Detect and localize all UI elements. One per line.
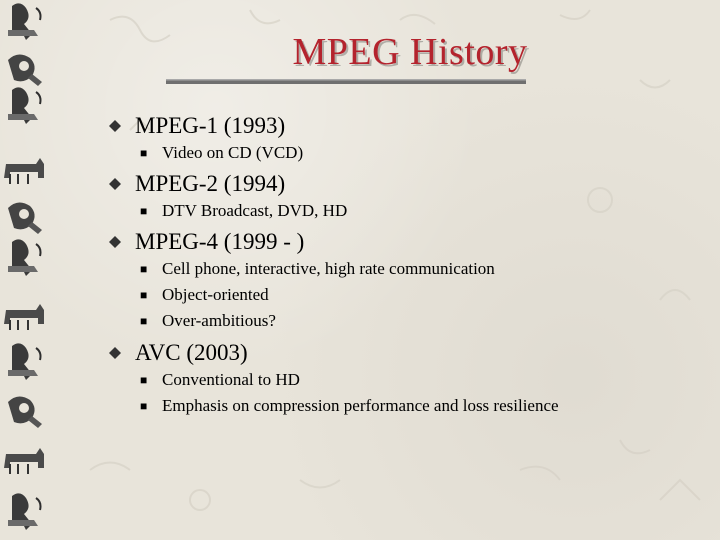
hieroglyph-border <box>0 0 54 540</box>
list-item-label: MPEG-2 (1994) <box>135 171 286 196</box>
diamond-bullet-icon <box>108 113 130 139</box>
sub-list-item <box>140 201 347 221</box>
square-bullet-icon: ■ <box>140 145 148 160</box>
diamond-bullet-icon <box>108 340 130 366</box>
diamond-bullet-icon <box>108 171 130 197</box>
sub-list-item-label: Object-oriented <box>162 285 269 304</box>
sub-list-item-label: Over-ambitious? <box>162 311 276 330</box>
list-item-label: AVC (2003) <box>135 340 248 365</box>
sub-list-item-label: Conventional to HD <box>162 370 300 389</box>
list-item-label: MPEG-1 (1993) <box>135 113 286 138</box>
diamond-bullet-icon <box>108 229 130 255</box>
square-bullet-icon: ■ <box>140 261 148 276</box>
list-item <box>108 340 248 366</box>
sub-list-item-label: Emphasis on compression performance and loss resilience <box>162 396 559 415</box>
sub-list-item-label: Video on CD (VCD) <box>162 143 304 162</box>
square-bullet-icon: ■ <box>140 287 148 302</box>
sub-list-item <box>140 311 276 331</box>
square-bullet-icon: ■ <box>140 203 148 218</box>
square-bullet-icon: ■ <box>140 372 148 387</box>
list-item-label: MPEG-4 (1999 - ) <box>135 229 305 254</box>
bullet-list <box>108 0 708 540</box>
list-item <box>108 229 304 255</box>
square-bullet-icon: ■ <box>140 313 148 328</box>
sub-list-item <box>140 285 269 305</box>
sub-list-item <box>140 259 495 279</box>
sub-list-item-label: Cell phone, interactive, high rate communication <box>162 259 495 278</box>
sub-list-item <box>140 143 303 163</box>
list-item <box>108 171 285 197</box>
square-bullet-icon: ■ <box>140 398 148 413</box>
sub-list-item <box>140 370 300 390</box>
sub-list-item <box>140 396 559 416</box>
list-item <box>108 113 285 139</box>
slide-title: MPEG History <box>292 31 528 73</box>
sub-list-item-label: DTV Broadcast, DVD, HD <box>162 201 348 220</box>
